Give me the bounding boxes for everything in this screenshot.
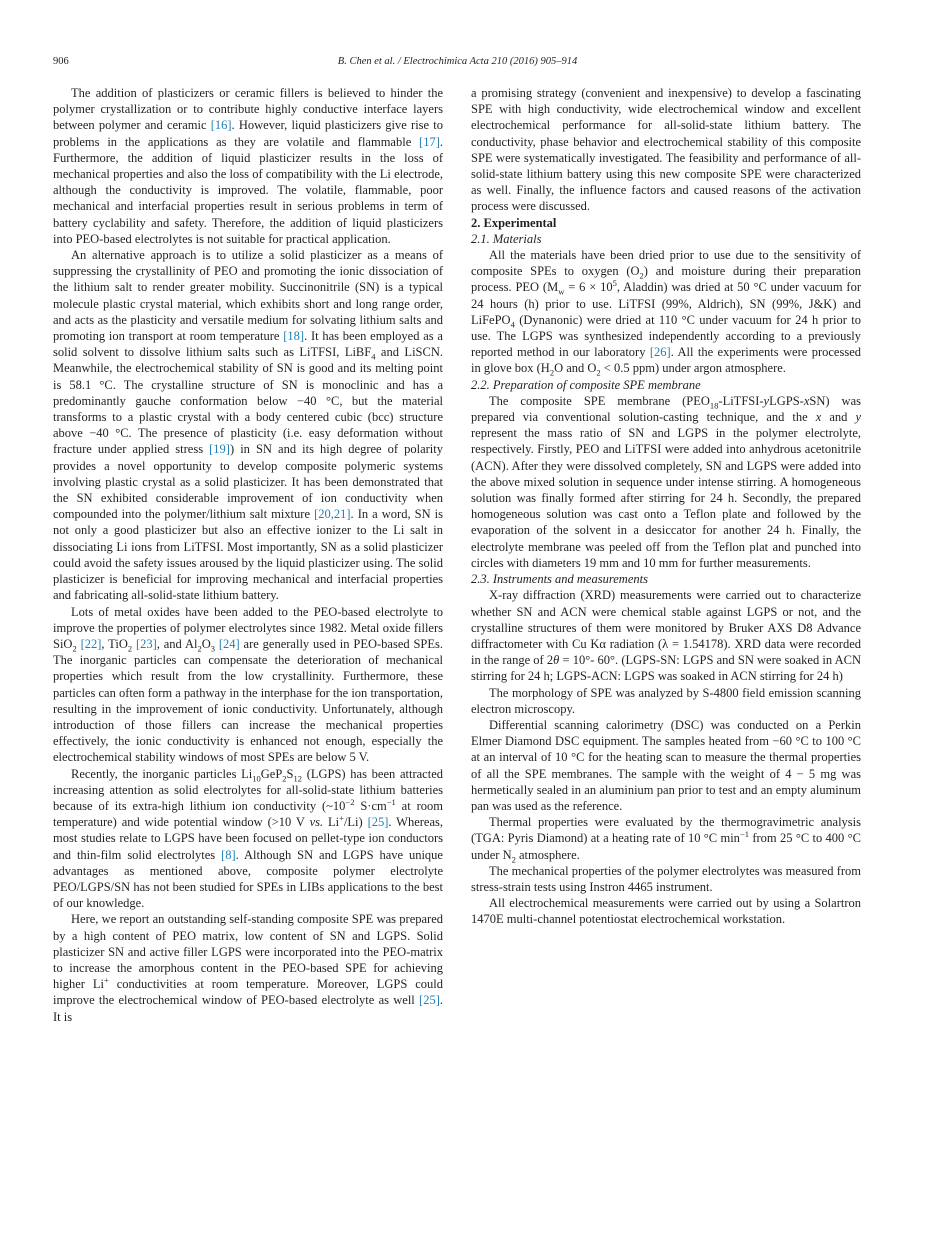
paragraph-here-we-report: Here, we report an outstanding self-standing composite SPE was prepared by a high content of PEO matrix, low content of SN and LGPS. Solid plasticizer SN and active filler LGPS were incorporated into the PEO-matrix to increase the amorphous content in the PEO-based SPE for achieving higher Li+ conductivities at room temperature. Moreover, LGPS could improve the electrochemical window of PEO-based electrolyte as well [25]. It is — [53, 912, 444, 1024]
journal-citation: B. Chen et al. / Electrochimica Acta 210 (2016) 905–914 — [337, 56, 578, 67]
paragraph-solid-plasticizer: An alternative approach is to utilize a solid plasticizer as a means of suppressing the crystallinity of PEO and promoting the ionic dissociation of the lithium salt to render greater mobility. Succinonitrile (SN) is a typical molecule plastic crystal material, which exhibits short and long range order, and acts as the plasticity and versatile medium for solvating lithium salts and promoting ion transport at room temperature [18]. It has been employed as a solid solvent to dissolve lithium salts such as LiTFSI, LiBF$_4$ and LiSCN. Meanwhile, the electrochemical stability of SN is good and its melting point is 58.1 °C. The crystalline structure of SN is monoclinic and has a predominantly gauche conformation below −40 °C, but the material transforms to a plastic crystal with a body centered cubic (bcc) structure above −40 °C. The presence of plasticity (i.e. easy deformation without fracture under applied stress [19]) in SN and its high degree of polarity provides a novel opportunity to develop composite polymeric systems involving plastic crystal as a solid plasticizer. It has been demonstrated that the SN exhibited considerable improvement of ion conductivity when compounded into the polymer/lithium salt mixture [20,21]. In a word, SN is not only a good plasticizer but also an effective ionizer to the Li salt in dissociating Li ions from LiTFSI. Most importantly, SN as a solid plasticizer could avoid the safety issues aroused by the liquid plasticizer using. The solid plasticizer is beneficial for improving mechanical and interfacial properties and fabricating all-solid-state lithium battery. — [53, 248, 444, 603]
paragraph-preparation: The composite SPE membrane $(PEO_{18}-LiTFSI-yLGPS-xSN)$ was prepared via conventional solution-casting technique, and the x and y represent the mass ratio of SN and LGPS in the polymer electrolyte, respectively. Firstly, PEO and LiTFSI were added into anhydrous acetonitrile (ACN). After they were dissolved completely, SN and LGPS were added into the above mixed solution in sequence under intense stirring. A homogeneous solution was finally formed after stirring for 24 h. Secondly, the prepared homogeneous solution was cast onto a Teflon plate and followed by the evaporation of the solvent in a desiccator for another 24 h. Finally, the electrolyte membrane was peeled off from the Teflon plat and punched into circles with diameters 19 mm and 10 mm for further measurements. — [471, 393, 861, 570]
ref-link[interactable]: [19] — [209, 442, 230, 457]
ref-link[interactable]: [8] — [221, 847, 236, 862]
ref-link[interactable]: [22] — [80, 636, 102, 651]
page-number: 906 — [53, 56, 69, 67]
ref-link[interactable]: [23] — [135, 636, 157, 651]
paragraph-xrd: X-ray diffraction (XRD) measurements were carried out to characterize whether SN and ACN were chemical stable against LGPS or not, and the crystalline structures of them were monitored by Bruker AXS D8 Advance diffractometer with Cu Kα radiation (λ = 1.54178). XRD data were recorded in the range of 2θ = 10°- 60°. (LGPS-SN: LGPS and SN were soaked in ACN stirring for 24 h; LGPS-ACN: LGPS was soaked in ACN stirring for 24 h) — [471, 588, 861, 684]
running-header — [53, 56, 862, 70]
ref-link[interactable]: [18] — [283, 329, 305, 344]
paragraph-plasticizers: The addition of plasticizers or ceramic fillers is believed to hinder the polymer crystallization or to contribute highly conductive interface layers between polymer and ceramic [16]. However, liquid plasticizers give rise to problems in the applications as they are volatile and flammable [17]. Furthermore, the addition of liquid plasticizer results in the loss of mechanical properties and also the loss of compatibility with the Li electrode, although the conductivity is improved. The volatile, flammable, poor mechanical and interfacial properties result in serious problems in term of battery cyclability and safety. Therefore, the addition of liquid plasticizers into PEO-based electrolytes is not suitable for practical application. — [53, 86, 444, 246]
paragraph-materials: All the materials have been dried prior to use due to the sensitivity of composite SPEs to oxygen $(O_2)$ and moisture during their preparation process. PEO ($M_w = 6 \times 10^5$, Aladdin) was dried at 50 °C under vacuum for 24 hours (h) prior to use. LiTFSI (99%, Aldrich), SN (99%, J&K) and LiFePO$_4$ (Dynanonic) were dried at 110 °C under vacuum for 24 h prior to use. The LGPS was synthesized independently according to a previously reported method in our laboratory [26]. All the experiments were processed in glove box ($H_2O$ and $O_2 < 0.5$ ppm) under argon atmosphere. — [471, 248, 861, 378]
subsection-heading-materials: 2.1. Materials — [471, 231, 542, 246]
ref-link[interactable]: [20,21] — [314, 507, 351, 522]
ref-link[interactable]: [25] — [419, 993, 440, 1008]
paragraph-continued: a promising strategy (convenient and inexpensive) to develop a fascinating SPE with high conductivity, wide electrochemical window and excellent electrochemical performance for all-solid-state lithium battery. The conductivity, phase behavior and electrochemical stability of this composite SPE were systematically investigated. The feasibility and performance of all-solid-state lithium battery using this new composite SPE were characterized as well. Finally, the influence factors and caused reasons of the activation process were discussed. — [471, 86, 861, 214]
ref-link[interactable]: [24] — [218, 636, 240, 651]
ref-link[interactable]: [26] — [649, 345, 671, 360]
left-column — [53, 85, 443, 1025]
paragraph-sem: The morphology of SPE was analyzed by S-4800 field emission scanning electron microscopy. — [471, 685, 861, 716]
section-heading-experimental: 2. Experimental — [471, 215, 557, 230]
paragraph-electrochemical: All electrochemical measurements were carried out by using a Solartron 1470E multi-channel potentiostat electrochemical workstation. — [471, 896, 861, 927]
ref-link[interactable]: [17] — [419, 134, 440, 149]
ref-link[interactable]: [16] — [210, 118, 232, 133]
subsection-heading-preparation: 2.2. Preparation of composite SPE membrane — [471, 377, 701, 392]
paragraph-lgps: Recently, the inorganic particles $Li_{10}GeP_2S_{12}$ (LGPS) has been attracted increasing attention as solid electrolytes for all-solid-state lithium batteries because of its extra-high lithium ion conductivity ($\sim 10^{-2}$ $S\cdot cm^{-1}$ at room temperature) and wide potential window (>10 V vs. Li+/Li) [25]. Whereas, most studies relate to LGPS have been focused on pellet-type ion conductors and thin-film solid electrolytes [8]. Although SN and LGPS have unique advantages as mentioned above, composite polymer electrolyte PEO/LGPS/SN has not been studied for SPEs in LIBs applications to the best of our knowledge. — [53, 766, 444, 911]
paragraph-metal-oxides: Lots of metal oxides have been added to the PEO-based electrolyte to improve the properties of polymer electrolytes since 1982. Metal oxide fillers SiO$_2$ [22], TiO$_2$ [23], and $Al_2O_3$ [24] are generally used in PEO-based SPEs. The inorganic particles can compensate the deterioration of mechanical properties which result from the low crystallinity. Furthermore, these particles can often form a pathway in the interphase for the ion transportation, resulting in the improvement of ionic conductivity. Unfortunately, although introduction of those fillers can increase the mechanical properties effectively, the ionic conductivity is enhanced not enough, especially the electrochemical stability windows of most SPEs are below 5 V. — [53, 604, 443, 765]
paragraph-mechanical: The mechanical properties of the polymer electrolytes was measured from stress-strain tests using Instron 4465 instrument. — [471, 863, 861, 894]
ref-link[interactable]: [25] — [367, 815, 389, 830]
right-column — [471, 85, 861, 928]
paragraph-dsc: Differential scanning calorimetry (DSC) was conducted on a Perkin Elmer Diamond DSC equipment. The samples heated from −60 °C to 100 °C at an interval of 10 °C for the heating scan to measure the thermal properties of all the SPE membranes. The sample with the weight of 4 − 5 mg was hermetically sealed in an aluminium pan prior to test and an empty aluminum pan was used as the reference. — [471, 717, 861, 813]
subsection-heading-instruments: 2.3. Instruments and measurements — [471, 572, 648, 587]
paragraph-tga: Thermal properties were evaluated by the thermogravimetric analysis (TGA: Pyris Diamond) at a heating rate of 10 °C $\min^{-1}$ from 25 °C to 400 °C under $N_2$ atmosphere. — [471, 815, 861, 865]
